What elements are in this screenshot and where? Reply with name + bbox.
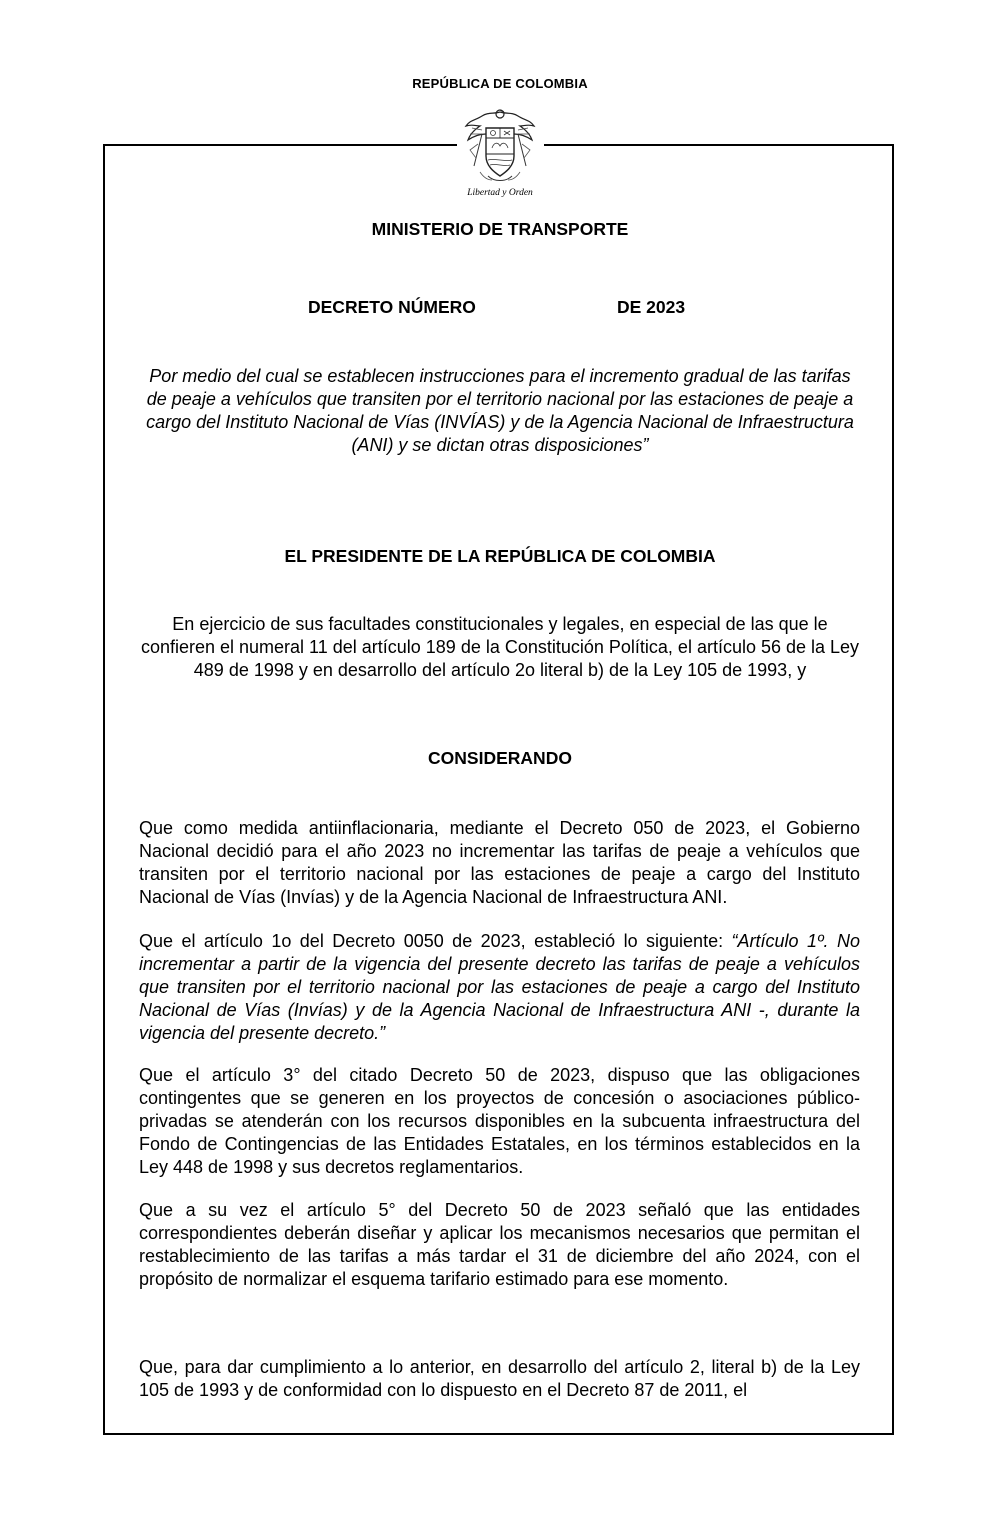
decree-number-label: DECRETO NÚMERO (308, 297, 476, 317)
considerando-paragraph-4: Que a su vez el artículo 5° del Decreto 50 de 2023 señaló que las entidades correspondientes deberán diseñar y aplicar los mecanismos necesarios que permitan el restablecimiento de las tarifas a más tardar el 31 de diciembre del año 2024, con el propósito de normalizar el esquema tarifario estimado para ese momento. (139, 1200, 860, 1289)
article-1-quote: “Artículo 1º. No incrementar a partir de la vigencia del presente decreto las tarifas de peaje a vehículos que transiten por el territorio nacional por las estaciones de peaje a cargo del Instituto Nacional de Vías (Invías) y de la Agencia Nacional de Infraestructura ANI -, durante la vigencia del presente decreto.” (139, 931, 860, 1043)
powers-paragraph: En ejercicio de sus facultades constitucionales y legales, en especial de las que le confieren el numeral 11 del artículo 189 de la Constitución Política, el artículo 56 de la Ley 489 de 1998 y en desarrollo del artículo 2o literal b) de la Ley 105 de 1993, y (140, 614, 860, 680)
considerando-paragraph-5: Que, para dar cumplimiento a lo anterior, en desarrollo del artículo 2, literal b) de la Ley 105 de 1993 y de conformidad con lo dispuesto en el Decreto 87 de 2011, el (139, 1357, 860, 1400)
republica-heading: REPÚBLICA DE COLOMBIA (412, 76, 588, 91)
decree-year-label: DE 2023 (617, 297, 686, 317)
considerando-paragraph-2-intro: Que el artículo 1o del Decreto 0050 de 2023, estableció lo siguiente: (139, 931, 732, 951)
considerando-paragraph-1: Que como medida antiinflacionaria, mediante el Decreto 050 de 2023, el Gobierno Nacional decidió para el año 2023 no incrementar las tarifas de peaje a vehículos que transiten por el territorio nacional por las estaciones de peaje a cargo del Instituto Nacional de Vías (Invías) y de la Agencia Nacional de Infraestructura ANI. (139, 818, 860, 907)
motto-text: Libertad y Orden (467, 188, 533, 198)
considerando-heading: CONSIDERANDO (428, 748, 572, 768)
considerando-paragraph-2 (139, 930, 860, 1045)
decree-epigraph: Por medio del cual se establecen instrucciones para el incremento gradual de las tarifas de peaje a vehículos que transiten por el territorio nacional por las estaciones de peaje a cargo del Instituto Nacional de Vías (INVÍAS) y de la Agencia Nacional de Infraestructura (ANI) y se dictan otras disposiciones” (146, 366, 854, 455)
ministry-heading: MINISTERIO DE TRANSPORTE (371, 219, 629, 239)
president-heading: EL PRESIDENTE DE LA REPÚBLICA DE COLOMBIA (284, 546, 716, 566)
considerando-paragraph-3: Que el artículo 3° del citado Decreto 50 de 2023, dispuso que las obligaciones contingentes que se generen en los proyectos de concesión o asociaciones público-privadas se atenderán con los recursos disponibles en la subcuenta infraestructura del Fondo de Contingencias de las Entidades Estatales, en los términos establecidos en la Ley 448 de 1998 y sus decretos reglamentarios. (139, 1065, 860, 1177)
